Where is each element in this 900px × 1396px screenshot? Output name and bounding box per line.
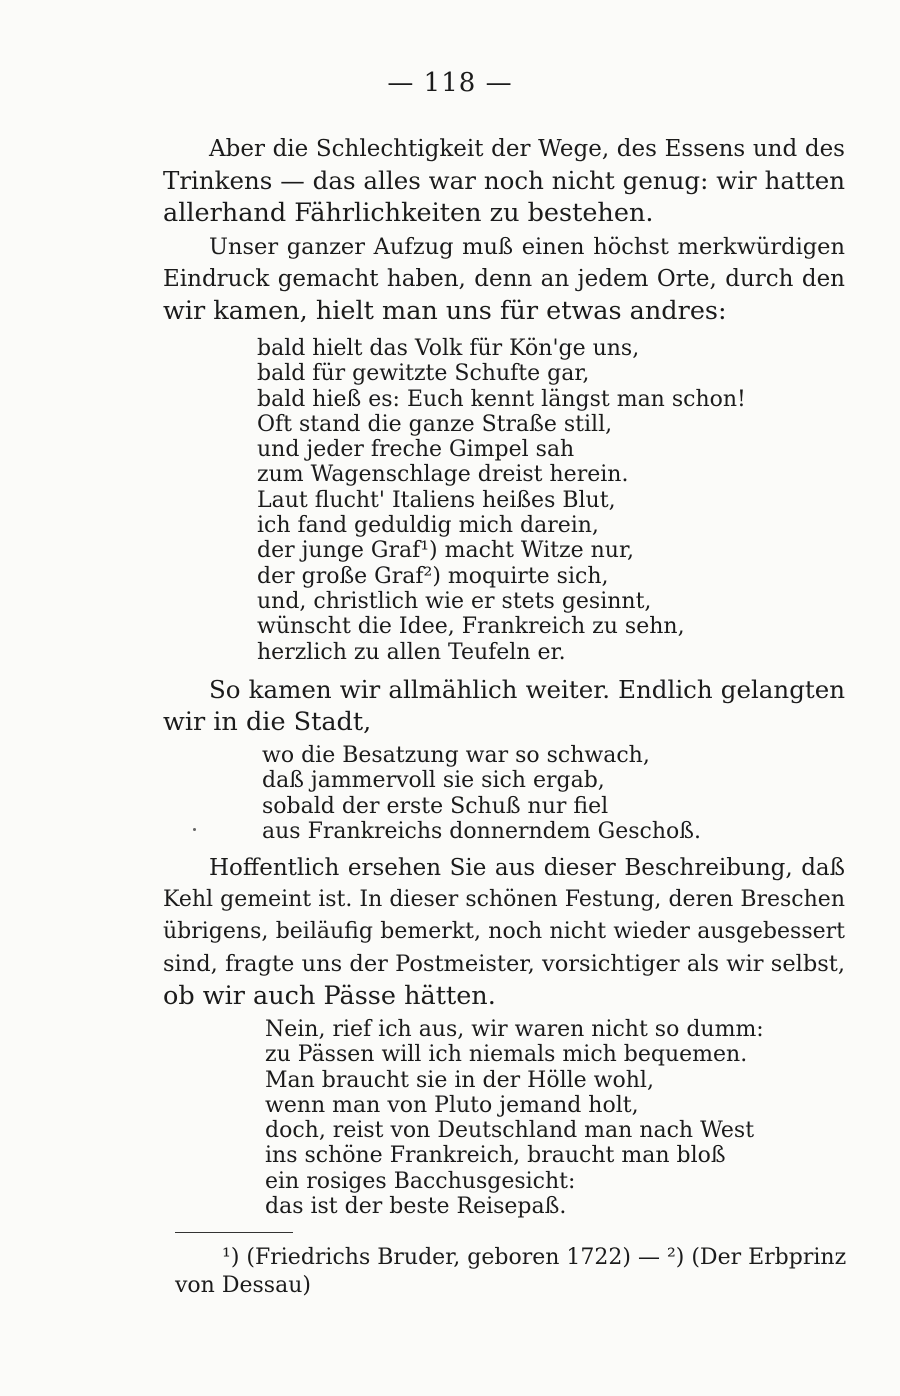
text-line: sind, fragte uns der Postmeister, vorsichtiger als wir selbst, (163, 951, 845, 977)
verse-line: das ist der beste Reisepaß. (265, 1194, 567, 1220)
verse-line: sobald der erste Schuß nur fiel (262, 793, 609, 819)
paragraph-4 (163, 852, 845, 1012)
verse-line: wo die Besatzung war so schwach, (262, 743, 650, 768)
text-line: So kamen wir allmählich weiter. Endlich gelangten (209, 675, 845, 704)
verse-line: aus Frankreichs donnerndem Geschoß. (262, 818, 701, 844)
verse-line: und, christlich wie er stets gesinnt, (257, 588, 652, 614)
verse-line: zum Wagenschlage dreist herein. (257, 462, 629, 488)
text-line: allerhand Fährlichkeiten zu bestehen. (163, 198, 654, 228)
verse-line: wenn man von Pluto jemand holt, (265, 1092, 639, 1118)
verse-line: doch, reist von Deutschland man nach West (265, 1118, 755, 1144)
verse-line: ins schöne Frankreich, braucht man bloß (265, 1143, 726, 1169)
verse-line: ein rosiges Bacchusgesicht: (265, 1168, 576, 1194)
text-line: Hoffentlich ersehen Sie aus dieser Beschreibung, daß (209, 855, 845, 881)
verse-line: Nein, rief ich aus, wir waren nicht so dumm: (265, 1017, 764, 1042)
verse-line: daß jammervoll sie sich ergab, (262, 768, 605, 794)
verse-line: zu Pässen will ich niemals mich bequemen. (265, 1042, 748, 1068)
text-line: wir kamen, hielt man uns für etwas andres: (163, 296, 727, 326)
verse-1 (257, 336, 746, 665)
paragraph-1 (163, 133, 845, 229)
text-line: Kehl gemeint ist. In dieser schönen Festung, deren Breschen (163, 887, 845, 912)
verse-line: der junge Graf¹) macht Witze nur, (257, 538, 635, 564)
text-line: Trinkens — das alles war noch nicht genug: wir hatten (163, 166, 845, 195)
verse-line: ich fand geduldig mich darein, (257, 513, 599, 539)
verse-line: bald hieß es: Euch kennt längst man schon! (257, 386, 746, 412)
verse-line: und jeder freche Gimpel sah (257, 437, 575, 463)
verse-line: bald hielt das Volk für Kön'ge uns, (257, 336, 640, 361)
footnote-divider (175, 1232, 293, 1233)
verse-line: Oft stand die ganze Straße still, (257, 411, 613, 437)
footnote-line-2: von Dessau) (175, 1273, 311, 1298)
text-line: ob wir auch Pässe hätten. (163, 981, 496, 1011)
verse-line: bald für gewitzte Schufte gar, (257, 361, 590, 387)
footnote-line-1: ¹) (Friedrichs Bruder, geboren 1722) — ²) (Der Erbprinz (222, 1245, 847, 1270)
paragraph-3 (163, 674, 845, 738)
text-line: übrigens, beiläufig bemerkt, noch nicht wieder ausgebessert (163, 919, 845, 944)
text-line: Eindruck gemacht haben, denn an jedem Orte, durch den (163, 266, 845, 292)
verse-line: Laut flucht' Italiens heißes Blut, (257, 487, 616, 513)
text-line: wir in die Stadt, (163, 707, 372, 737)
paragraph-2 (163, 231, 845, 327)
verse-line: der große Graf²) moquirte sich, (257, 563, 609, 589)
verse-line: wünscht die Idee, Frankreich zu sehn, (257, 614, 685, 640)
verse-2 (262, 743, 701, 844)
verse-line: Man braucht sie in der Hölle wohl, (265, 1067, 654, 1093)
text-line: Aber die Schlechtigkeit der Wege, des Essens und des (209, 136, 845, 162)
page-number: — 118 — (387, 68, 513, 98)
verse-3 (265, 1017, 764, 1219)
verse-line: herzlich zu allen Teufeln er. (257, 639, 566, 665)
paper-speck (193, 828, 196, 831)
text-line: Unser ganzer Aufzug muß einen höchst merkwürdigen (209, 234, 845, 260)
